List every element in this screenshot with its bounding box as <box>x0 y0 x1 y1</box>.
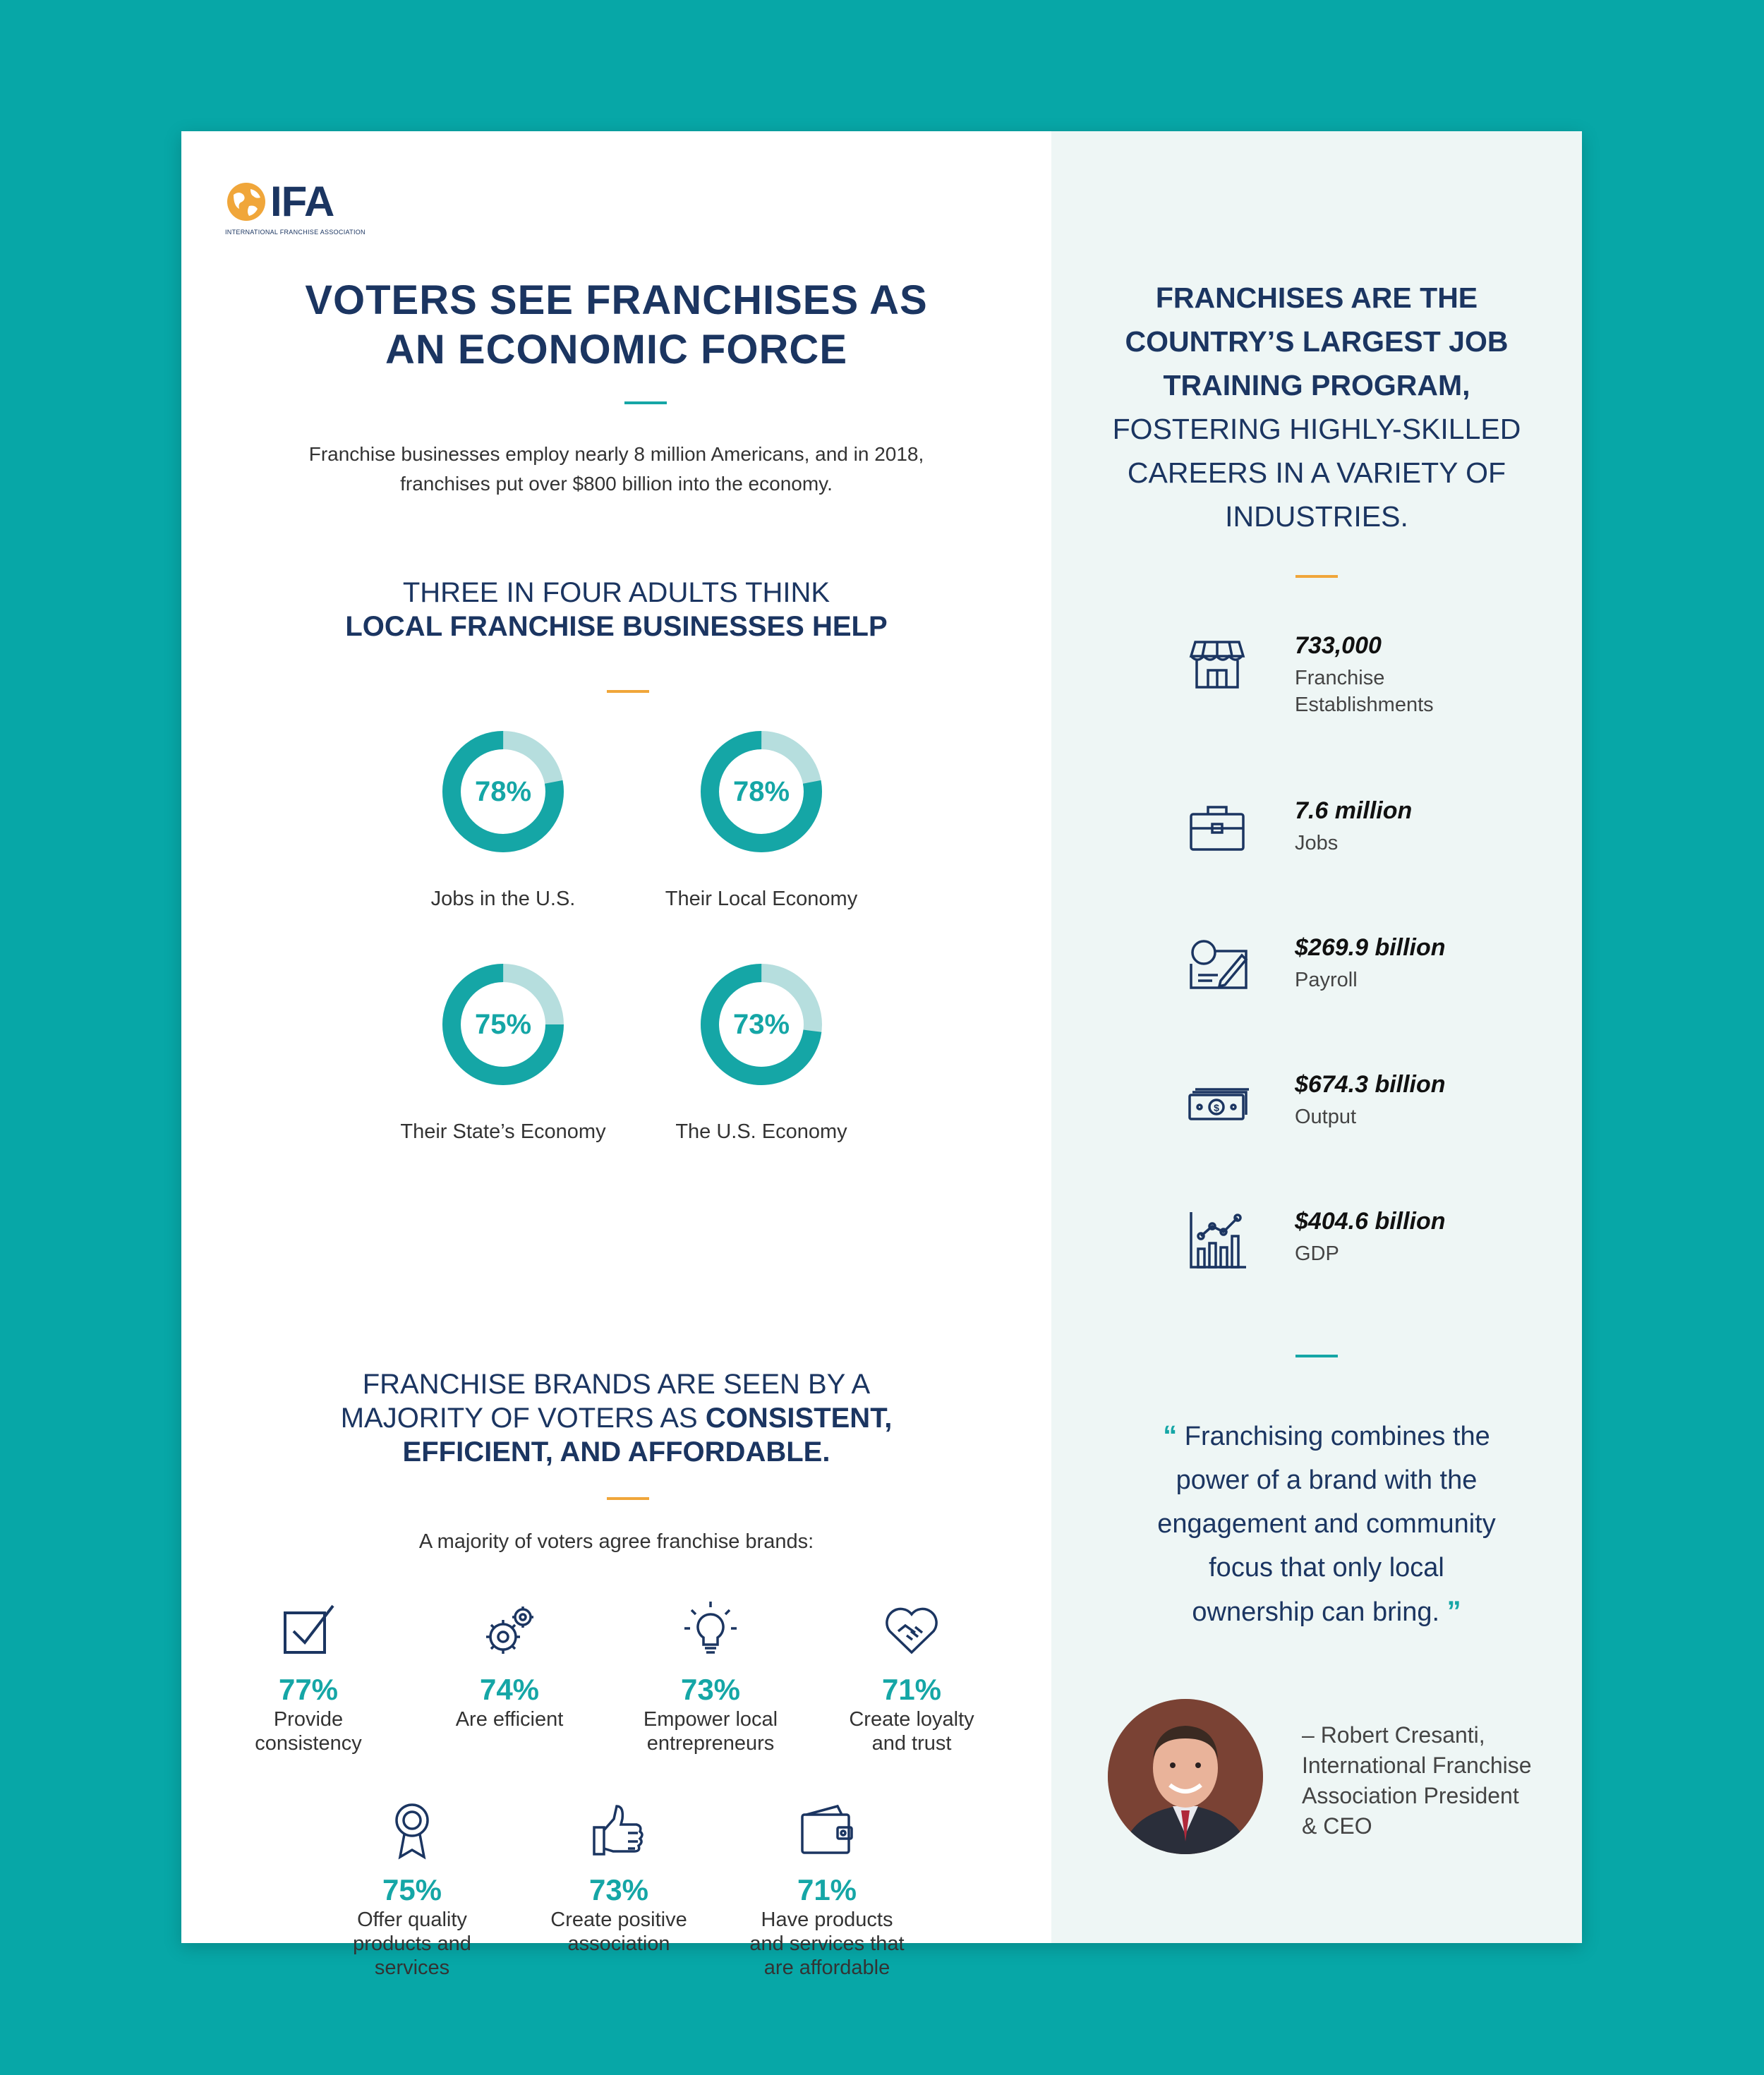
stat-gdp <box>1185 1208 1552 1293</box>
right-heading-bold-line: TRAINING PROGRAM, <box>1163 369 1470 401</box>
divider <box>607 690 649 693</box>
attribute-percent: 77% <box>278 1673 339 1706</box>
donut-value: 73% <box>732 1009 790 1040</box>
attribute-loyalty <box>820 1599 1003 1755</box>
intro-line-1: Franchise businesses employ nearly 8 million Americans, and in 2018, <box>308 443 924 465</box>
close-quote-mark: ” <box>1446 1596 1461 1627</box>
donut-chart <box>698 961 825 1088</box>
lightbulb-icon <box>679 1599 742 1662</box>
storefront-icon <box>1185 632 1249 696</box>
intro-line-2: franchises put over $800 billion into the economy. <box>400 473 833 495</box>
stat-label: Jobs <box>1295 832 1339 854</box>
donut-label: The U.S. Economy <box>675 1120 847 1143</box>
stat-value: 7.6 million <box>1295 797 1413 824</box>
attribute-percent: 75% <box>382 1873 442 1906</box>
right-heading <box>1051 276 1582 538</box>
cash-stack-icon <box>1185 1071 1249 1135</box>
donut-chart <box>698 728 825 855</box>
attribute-percent: 71% <box>881 1673 942 1706</box>
wallet-icon <box>795 1799 859 1863</box>
attribute-consistency <box>217 1599 400 1755</box>
stat-jobs <box>1185 797 1552 882</box>
logo-subtitle: INTERNATIONAL FRANCHISE ASSOCIATION <box>225 229 366 236</box>
attribute-text: Create loyalty and trust <box>849 1708 974 1755</box>
donut-chart <box>440 961 567 1088</box>
attribute-quality <box>320 1799 504 1980</box>
donut-chart <box>440 728 567 855</box>
divider <box>1295 575 1338 578</box>
stat-value: $674.3 billion <box>1295 1071 1446 1098</box>
stat-value: $404.6 billion <box>1295 1208 1446 1235</box>
divider <box>624 401 667 404</box>
page-title-line-1: VOTERS SEE FRANCHISES AS <box>305 277 928 323</box>
attribute-entrepreneurs <box>619 1599 802 1755</box>
section-heading-line-2: LOCAL FRANCHISE BUSINESSES HELP <box>345 611 888 642</box>
right-heading-bold-line: COUNTRY’S LARGEST JOB <box>1125 325 1509 358</box>
section-heading-brands <box>181 1367 1051 1469</box>
stat-label: Output <box>1295 1106 1357 1128</box>
section-heading-line-1: THREE IN FOUR ADULTS THINK <box>402 577 830 608</box>
intro-text <box>181 440 1051 499</box>
attribute-text: Provide consistency <box>255 1708 362 1755</box>
donut-label: Jobs in the U.S. <box>430 888 576 910</box>
growth-chart-icon <box>1185 1208 1249 1271</box>
handshake-heart-icon <box>880 1599 943 1662</box>
svg-text:$: $ <box>1214 1102 1219 1113</box>
attribute-positive-association <box>527 1799 711 1956</box>
section-heading-emphasis: CONSISTENT, <box>705 1403 893 1434</box>
stat-payroll <box>1185 934 1552 1019</box>
stat-label: GDP <box>1295 1242 1339 1265</box>
briefcase-icon <box>1185 797 1249 861</box>
attribute-percent: 74% <box>479 1673 540 1706</box>
right-heading-line: CAREERS IN A VARIETY OF <box>1127 456 1506 489</box>
donut-label: Their State’s Economy <box>400 1120 606 1143</box>
attribute-percent: 73% <box>588 1873 649 1906</box>
attribute-affordable <box>735 1799 919 1980</box>
open-quote-mark: “ <box>1163 1420 1178 1451</box>
attribute-efficient <box>418 1599 601 1731</box>
stat-output <box>1185 1071 1552 1156</box>
attribute-text: Empower local entrepreneurs <box>643 1708 778 1755</box>
stat-label: Franchise Establishments <box>1295 667 1434 716</box>
section-heading-line-3: EFFICIENT, AND AFFORDABLE. <box>402 1436 830 1468</box>
donut-label: Their Local Economy <box>665 888 858 910</box>
quote-attribution: – Robert Cresanti, International Franchise Association President & CEO <box>1302 1722 1532 1839</box>
checkbox-icon <box>277 1599 340 1662</box>
stat-establishments <box>1185 632 1552 717</box>
attribute-text: Offer quality products and services <box>353 1908 471 1979</box>
stat-value: $269.9 billion <box>1295 934 1446 961</box>
logo-wordmark: IFA <box>270 178 334 225</box>
infographic-card <box>181 131 1582 1979</box>
attribute-percent: 73% <box>680 1673 741 1706</box>
section-heading-local-help <box>181 576 1051 643</box>
section-heading-line-2: MAJORITY OF VOTERS AS <box>340 1403 706 1434</box>
donut-value: 78% <box>732 776 790 807</box>
attributes-intro: A majority of voters agree franchise brands: <box>418 1530 814 1553</box>
gears-icon <box>478 1599 541 1662</box>
right-column <box>1051 131 1582 1943</box>
right-heading-line: INDUSTRIES. <box>1225 500 1408 533</box>
attribute-text: Have products and services that are affordable <box>749 1908 905 1979</box>
left-column <box>181 131 1051 1979</box>
donut-value: 78% <box>474 776 532 807</box>
award-ribbon-icon <box>380 1799 444 1863</box>
thumbs-up-icon <box>587 1799 651 1863</box>
attribute-text: Create positive association <box>550 1908 687 1955</box>
page-title <box>181 276 1051 375</box>
globe-icon <box>225 181 267 223</box>
paycheck-icon <box>1185 934 1249 998</box>
stat-label: Payroll <box>1295 969 1358 991</box>
ceo-quote: “ Franchising combines the power of a brand with the engagement and community focus that only local ownership can bring. ” <box>1157 1420 1496 1627</box>
ceo-portrait <box>1108 1699 1263 1854</box>
attribute-text: Are efficient <box>455 1708 564 1731</box>
attribute-percent: 71% <box>797 1873 857 1906</box>
ifa-logo <box>225 178 366 236</box>
divider <box>1295 1355 1338 1357</box>
page-title-line-2: AN ECONOMIC FORCE <box>385 327 847 373</box>
right-heading-line: FOSTERING HIGHLY-SKILLED <box>1112 413 1521 445</box>
divider <box>607 1497 649 1500</box>
donut-value: 75% <box>474 1009 532 1040</box>
right-heading-bold-line: FRANCHISES ARE THE <box>1155 282 1478 314</box>
stat-value: 733,000 <box>1295 632 1382 659</box>
section-heading-line-1: FRANCHISE BRANDS ARE SEEN BY A <box>362 1369 871 1400</box>
